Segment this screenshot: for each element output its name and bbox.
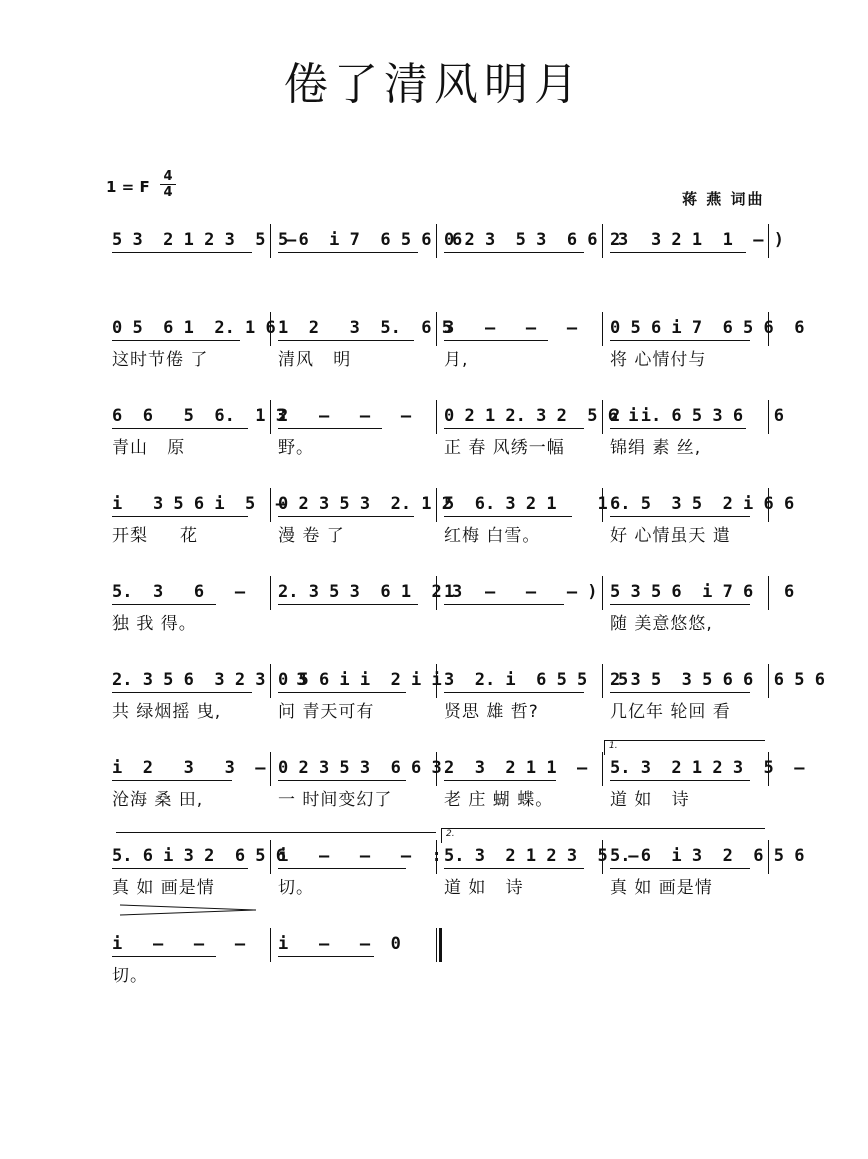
barline (602, 664, 603, 698)
lyric-line: 道 如 诗 (444, 878, 524, 898)
beat-underline (610, 692, 750, 693)
measure-notes: 2 3 2 1 1 – ) (610, 230, 784, 250)
barline (270, 488, 271, 522)
volta-bracket-first (604, 740, 765, 755)
measure-notes: 5 6. 3 2 1 1 (444, 494, 608, 514)
key-signature: 1 = F (106, 178, 150, 196)
measure-notes: 0 5 6 i i 2 i i (278, 670, 442, 690)
measure-notes: 1 2 3 5. 6 5 (278, 318, 452, 338)
measure-notes: 2 3 5 3 5 6 6 6 5 6 (610, 670, 825, 690)
lyric-line: 切。 (278, 878, 314, 898)
author-credit: 蒋 燕 词曲 (682, 190, 765, 208)
barline (439, 928, 442, 962)
beat-underline (278, 340, 414, 341)
beat-underline (610, 868, 750, 869)
beat-underline (444, 252, 584, 253)
measure-notes: 0 2 3 5 3 6 6 3 (278, 758, 442, 778)
measure-notes: 5 6 i 7 6 5 6 6 (278, 230, 463, 250)
measure-notes: 0 5 6 1 2. 1 6 (112, 318, 276, 338)
beat-underline (444, 516, 572, 517)
beat-underline (610, 780, 750, 781)
measure-notes: 6 6 5 6. 1 3 (112, 406, 286, 426)
barline (436, 576, 437, 610)
measure-notes: i – – – : (278, 846, 442, 866)
beat-underline (278, 868, 406, 869)
lyric-line: 老 庄 蝴 蝶。 (444, 790, 554, 810)
measure-notes: 3 – – – (444, 318, 578, 338)
lyric-line: 锦绢 素 丝, (610, 438, 702, 458)
beat-underline (444, 780, 556, 781)
beat-underline (112, 340, 240, 341)
measure-notes: 5 3 2 1 2 3 5 – (112, 230, 297, 250)
lyric-line: 随 美意悠悠, (610, 614, 713, 634)
barline (270, 664, 271, 698)
lyric-line: 问 青天可有 (278, 702, 375, 722)
barline (602, 488, 603, 522)
lyric-line: 漫 卷 了 (278, 526, 345, 546)
barline (270, 312, 271, 346)
beat-underline (278, 252, 418, 253)
barline (602, 840, 603, 874)
measure-notes: 6. 5 3 5 2 i 6 6 (610, 494, 795, 514)
beat-underline (278, 956, 374, 957)
song-title: 倦了清风明月 (284, 59, 584, 110)
measure-notes: 2 – – – (278, 406, 412, 426)
barline (270, 400, 271, 434)
lyric-line: 野。 (278, 438, 314, 458)
barline (768, 664, 769, 698)
beat-underline (278, 516, 414, 517)
beat-underline (112, 428, 248, 429)
barline (768, 312, 769, 346)
barline (270, 840, 271, 874)
barline (436, 664, 437, 698)
barline (768, 224, 769, 258)
volta-number-second: 2. (446, 829, 455, 839)
volta-bracket-second (441, 828, 765, 843)
lyric-line: 一 时间变幻了 (278, 790, 393, 810)
lyric-line: 切。 (112, 966, 148, 986)
beat-underline (112, 604, 216, 605)
lyric-line: 道 如 诗 (610, 790, 690, 810)
lyric-line: 红梅 白雪。 (444, 526, 541, 546)
final-thin-barline (436, 928, 437, 962)
lyric-line: 贤思 雄 哲? (444, 702, 539, 722)
barline (602, 224, 603, 258)
decrescendo-hairpin (118, 902, 258, 918)
measure-notes: 5 3 5 6 i 7 6 6 (610, 582, 795, 602)
measure-notes: 0 2 3 5 3 2. 1 2 (278, 494, 452, 514)
lyric-line: 真 如 画是情 (112, 878, 215, 898)
beat-underline (444, 340, 548, 341)
barline (768, 576, 769, 610)
measure-notes: 0 2 3 5 3 6 6 3 (444, 230, 629, 250)
measure-notes: 2 i. 6 5 3 6 6 (610, 406, 784, 426)
lyric-line: 共 绿烟摇 曳, (112, 702, 222, 722)
measure-notes: 1 – – – ) (444, 582, 598, 602)
measure-notes: 0 5 6 i 7 6 5 6 6 (610, 318, 805, 338)
lyric-line: 几亿年 轮回 看 (610, 702, 731, 722)
beat-underline (278, 604, 418, 605)
measure-notes: i – – – (112, 934, 246, 954)
barline (436, 400, 437, 434)
barline (768, 488, 769, 522)
barline (602, 400, 603, 434)
barline (436, 488, 437, 522)
beat-underline (444, 868, 584, 869)
beat-underline (444, 692, 584, 693)
barline (768, 752, 769, 786)
measure-notes: 2. 3 5 6 3 2 3 3 (112, 670, 307, 690)
beat-underline (610, 428, 746, 429)
measure-notes: 5. 3 2 1 2 3 5 – (444, 846, 639, 866)
lyric-line: 开梨 花 (112, 526, 199, 546)
barline (270, 928, 271, 962)
time-signature-top: 4 (163, 169, 173, 184)
measure-notes: 2. 3 5 3 6 1 2 3 (278, 582, 463, 602)
beat-underline (278, 428, 382, 429)
barline (602, 312, 603, 346)
lyric-line: 将 心情付与 (610, 350, 707, 370)
measure-notes: 0 2 1 2. 3 2 5 6 i (444, 406, 639, 426)
barline (602, 576, 603, 610)
beat-underline (112, 692, 252, 693)
barline (436, 312, 437, 346)
barline (768, 400, 769, 434)
lyric-line: 真 如 画是情 (610, 878, 713, 898)
beat-underline (444, 604, 564, 605)
barline (436, 840, 437, 874)
beat-underline (610, 516, 750, 517)
barline (602, 752, 603, 786)
barline (768, 840, 769, 874)
measure-notes: 2 3 2 1 1 – (444, 758, 588, 778)
lyric-line: 这时节倦 了 (112, 350, 209, 370)
measure-notes: 5. 3 6 – (112, 582, 246, 602)
beat-underline (610, 340, 750, 341)
beat-underline (444, 428, 584, 429)
beat-underline (112, 516, 248, 517)
measure-notes: 5. 3 2 1 2 3 5 – (610, 758, 805, 778)
time-signature (160, 170, 176, 199)
beat-underline (278, 780, 406, 781)
barline (270, 752, 271, 786)
beat-underline (610, 252, 746, 253)
barline (270, 224, 271, 258)
beat-underline (112, 956, 216, 957)
barline (270, 576, 271, 610)
measure-notes: i 3 5 6 i 5 – (112, 494, 286, 514)
lyric-line: 清风 明 (278, 350, 352, 370)
measure-notes: 5. 6 i 3 2 6 5 6 (112, 846, 286, 866)
lyric-line: 正 春 风绣一幅 (444, 438, 565, 458)
measure-notes: 5. 6 i 3 2 6 5 6 (610, 846, 805, 866)
beat-underline (112, 252, 252, 253)
barline (436, 752, 437, 786)
measure-notes: i 2 3 3 – (112, 758, 266, 778)
lyric-line: 月, (444, 350, 469, 370)
beat-underline (112, 868, 248, 869)
lyric-line: 独 我 得。 (112, 614, 197, 634)
lyric-line: 青山 原 (112, 438, 186, 458)
beat-underline (112, 780, 232, 781)
lyric-line: 好 心情虽天 遣 (610, 526, 731, 546)
ending-bracket-line (116, 832, 436, 833)
barline (436, 224, 437, 258)
beat-underline (278, 692, 406, 693)
time-signature-bottom: 4 (163, 185, 173, 200)
measure-notes: 3 2. i 6 5 5 5 (444, 670, 629, 690)
measure-notes: i – – 0 (278, 934, 401, 954)
beat-underline (610, 604, 750, 605)
lyric-line: 沧海 桑 田, (112, 790, 204, 810)
volta-number-first: 1. (609, 741, 618, 751)
